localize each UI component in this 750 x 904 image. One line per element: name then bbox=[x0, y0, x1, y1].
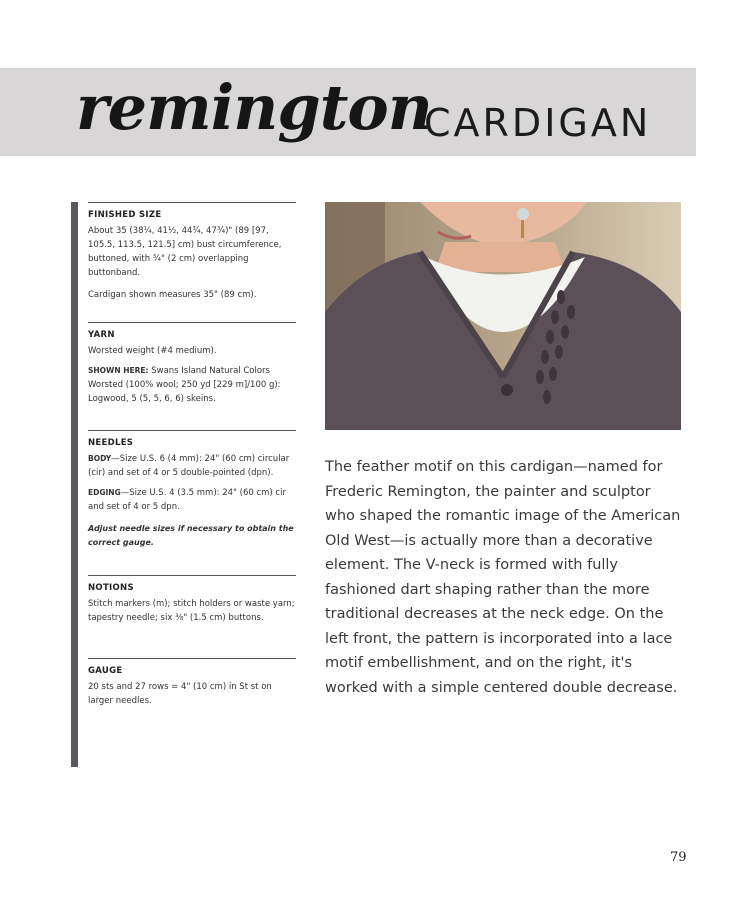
body-label: BODY bbox=[88, 454, 112, 463]
cardigan-photo-illustration bbox=[325, 202, 681, 430]
pattern-title-script: remington bbox=[76, 71, 432, 144]
gauge-heading: GAUGE bbox=[88, 666, 123, 676]
notions-heading: NOTIONS bbox=[88, 583, 134, 593]
edging-text: —Size U.S. 4 (3.5 mm): 24" (60 cm) cir and set of 4 or 5 dpn. bbox=[88, 488, 286, 512]
shown-here-text: Swans Island Natural Colors Worsted (100% wool; 250 yd [229 m]/100 g): Logwood, 5 (5, 5, 6, 6) skeins. bbox=[88, 366, 281, 404]
pattern-title-caps: CARDIGAN bbox=[424, 101, 652, 145]
finished-size-section bbox=[88, 202, 296, 322]
finished-size-text: About 35 (38¼, 41½, 44¾, 47¾)" (89 [97, 105.5, 113.5, 121.5] cm) bust circumference, buttoned, with ¾" (2 cm) overlapping buttonband. bbox=[88, 226, 282, 278]
cardigan-photo bbox=[325, 202, 681, 430]
needles-gauge-note: Adjust needle sizes if necessary to obtain the correct gauge. bbox=[88, 524, 294, 547]
sidebar-accent-bar bbox=[71, 202, 78, 767]
gauge-section bbox=[88, 658, 296, 708]
yarn-section bbox=[88, 322, 296, 430]
shown-here-label: SHOWN HERE: bbox=[88, 366, 149, 375]
notions-section bbox=[88, 575, 296, 658]
needles-heading: NEEDLES bbox=[88, 438, 134, 448]
finished-size-heading: FINISHED SIZE bbox=[88, 210, 162, 220]
pattern-description: The feather motif on this cardigan—named for Frederic Remington, the painter and sculptor who shaped the romantic image of the American Old West—is actually more than a decorative element. The V-neck is formed with fully fashioned dart shaping rather than the more traditional decreases at the neck edge. On the left front, the pattern is incorporated into a lace motif embellishment, and on the right, it's worked with a simple centered double decrease. bbox=[325, 459, 681, 696]
gauge-text: 20 sts and 27 rows = 4" (10 cm) in St st on larger needles. bbox=[88, 682, 272, 706]
pattern-specs bbox=[88, 202, 296, 708]
needles-edging bbox=[88, 486, 296, 514]
notions-text: Stitch markers (m); stitch holders or waste yarn; tapestry needle; six ⅜" (1.5 cm) buttons. bbox=[88, 599, 295, 623]
needles-section bbox=[88, 430, 296, 575]
yarn-heading: YARN bbox=[88, 330, 115, 340]
edging-label: EDGING bbox=[88, 488, 121, 497]
finished-size-note: Cardigan shown measures 35" (89 cm). bbox=[88, 290, 257, 300]
yarn-shown-here bbox=[88, 364, 296, 406]
page-number: 79 bbox=[670, 850, 687, 865]
needles-body bbox=[88, 452, 296, 480]
body-text: —Size U.S. 6 (4 mm): 24" (60 cm) circular (cir) and set of 4 or 5 double-pointed (dpn). bbox=[88, 454, 290, 478]
yarn-text: Worsted weight (#4 medium). bbox=[88, 346, 217, 356]
